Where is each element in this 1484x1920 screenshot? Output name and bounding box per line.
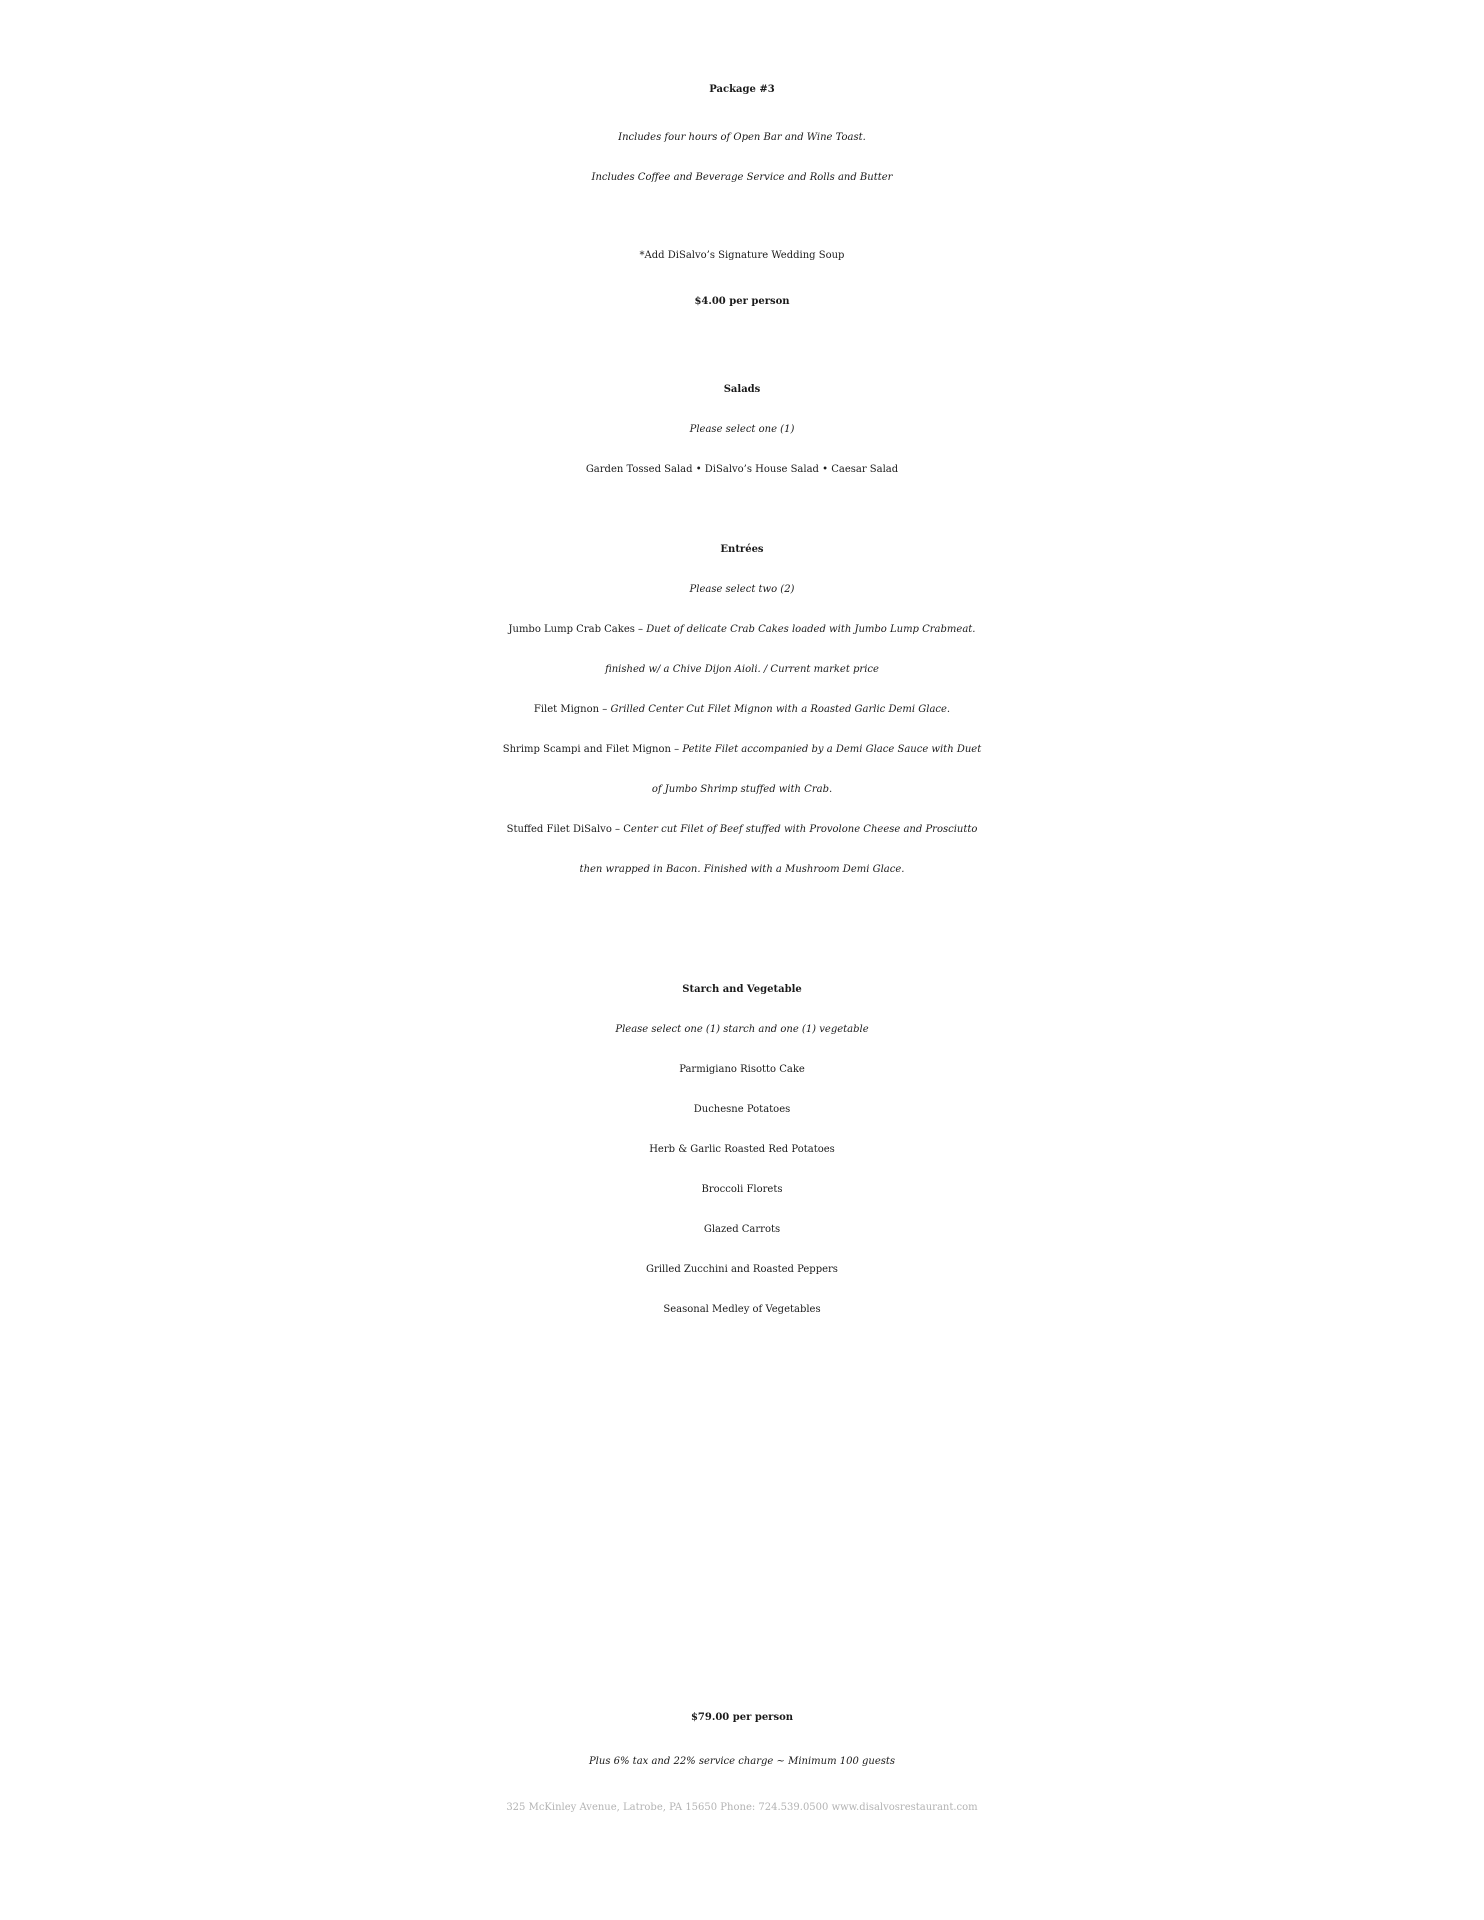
entree-desc-continued: finished w/ a Chive Dijon Aioli. / Current market price — [605, 664, 879, 675]
list-item: Herb & Garlic Roasted Red Potatoes — [649, 1144, 835, 1155]
entree-desc-continued: of Jumbo Shrimp stuffed with Crab. — [651, 784, 833, 795]
entree-desc: Duet of delicate Crab Cakes loaded with Jumbo Lump Crabmeat. — [646, 624, 976, 635]
starch-veg-heading: Starch and Vegetable — [682, 984, 802, 995]
entree-desc: Grilled Center Cut Filet Mignon with a Roasted Garlic Demi Glace. — [610, 704, 951, 715]
soup-addon: *Add DiSalvo’s Signature Wedding Soup — [639, 250, 845, 261]
entree-name: Filet Mignon – — [533, 704, 611, 715]
entree-item-filet-mignon — [0, 704, 1484, 716]
list-item: Broccoli Florets — [701, 1184, 783, 1195]
entree-desc-continued: then wrapped in Bacon. Finished with a Mushroom Demi Glace. — [579, 864, 905, 875]
list-item: Duchesne Potatoes — [693, 1104, 791, 1115]
list-item: Grilled Zucchini and Roasted Peppers — [646, 1264, 838, 1275]
package-includes-service: Includes Coffee and Beverage Service and Rolls and Butter — [591, 172, 893, 183]
package-price: $79.00 per person — [690, 1712, 794, 1723]
entrees-instruction: Please select two (2) — [689, 584, 795, 595]
entree-desc: Petite Filet accompanied by a Demi Glace Sauce with Duet — [682, 744, 982, 755]
entree-item-crab-cakes — [0, 624, 1484, 636]
list-item: Parmigiano Risotto Cake — [679, 1064, 805, 1075]
list-item: Seasonal Medley of Vegetables — [663, 1304, 821, 1315]
footer-contact: 325 McKinley Avenue, Latrobe, PA 15650 Phone: 724.539.0500 www.disalvosrestaurant.com — [506, 1802, 978, 1813]
starch-veg-instruction: Please select one (1) starch and one (1) vegetable — [615, 1024, 869, 1035]
salads-heading: Salads — [723, 384, 761, 395]
package-title: Package #3 — [709, 84, 775, 95]
pricing-note: Plus 6% tax and 22% service charge ~ Minimum 100 guests — [588, 1756, 896, 1767]
package-includes-bar: Includes four hours of Open Bar and Wine Toast. — [618, 132, 866, 143]
soup-price: $4.00 per person — [694, 296, 790, 307]
entree-item-shrimp-scampi-filet — [0, 744, 1484, 756]
salads-options: Garden Tossed Salad • DiSalvo’s House Salad • Caesar Salad — [585, 464, 899, 475]
salads-instruction: Please select one (1) — [689, 424, 795, 435]
entrees-heading: Entrées — [720, 544, 764, 555]
entree-desc: enter cut Filet of Beef stuffed with Provolone Cheese and Prosciutto — [630, 824, 978, 835]
entree-name: Shrimp Scampi and Filet Mignon – — [502, 744, 683, 755]
entree-name: Stuffed Filet DiSalvo – C — [506, 824, 631, 835]
entree-name: Jumbo Lump Crab Cakes – — [508, 624, 647, 635]
list-item: Glazed Carrots — [703, 1224, 781, 1235]
entree-item-stuffed-filet — [0, 824, 1484, 836]
